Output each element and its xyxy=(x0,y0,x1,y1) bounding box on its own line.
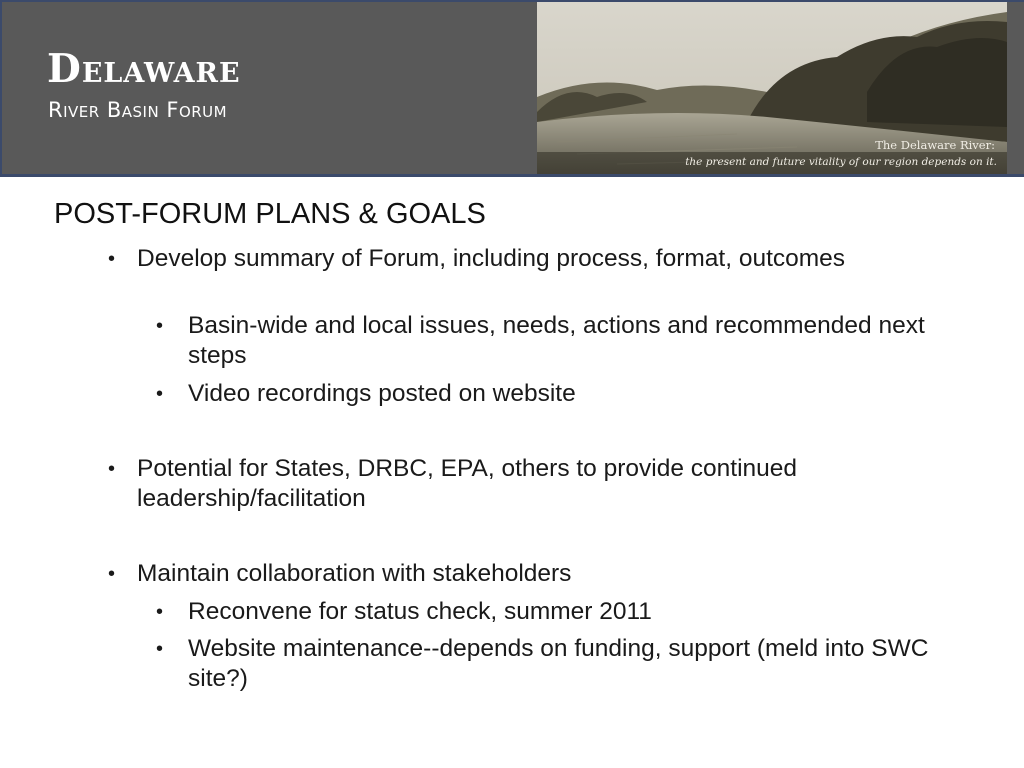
sub-bullet-item xyxy=(156,634,956,694)
bullet-icon: • xyxy=(156,638,164,660)
bullet-text: Potential for States, DRBC, EPA, others to provide continued leadership/facilitation xyxy=(137,455,798,512)
photo-caption-title: The Delaware River: xyxy=(875,138,995,152)
bullet-text: Reconvene for status check, summer 2011 xyxy=(188,598,652,625)
brand-title: Delaware xyxy=(47,46,241,92)
bullet-icon: • xyxy=(156,601,164,623)
bullet-item xyxy=(108,454,928,514)
sub-bullet-item xyxy=(156,379,956,409)
bullet-text: Basin-wide and local issues, needs, actions and recommended next steps xyxy=(188,312,925,369)
bullet-icon: • xyxy=(108,248,116,270)
bullet-icon: • xyxy=(156,315,164,337)
river-photo xyxy=(537,2,1007,174)
bullet-icon: • xyxy=(156,383,164,405)
bullet-item xyxy=(108,244,928,274)
brand-subtitle: River Basin Forum xyxy=(48,98,228,122)
bullet-text: Website maintenance--depends on funding, support (meld into SWC site?) xyxy=(188,635,929,692)
slide-title: POST-FORUM PLANS & GOALS xyxy=(54,198,486,230)
bullet-text: Maintain collaboration with stakeholders xyxy=(137,560,572,587)
bullet-item xyxy=(108,559,928,589)
bullet-text: Develop summary of Forum, including process, format, outcomes xyxy=(137,245,846,272)
bullet-icon: • xyxy=(108,458,116,480)
photo-caption-tagline: the present and future vitality of our region depends on it. xyxy=(685,156,997,168)
bullet-icon: • xyxy=(108,563,116,585)
sub-bullet-item xyxy=(156,597,956,627)
bullet-text: Video recordings posted on website xyxy=(188,380,576,407)
sub-bullet-item xyxy=(156,311,956,371)
